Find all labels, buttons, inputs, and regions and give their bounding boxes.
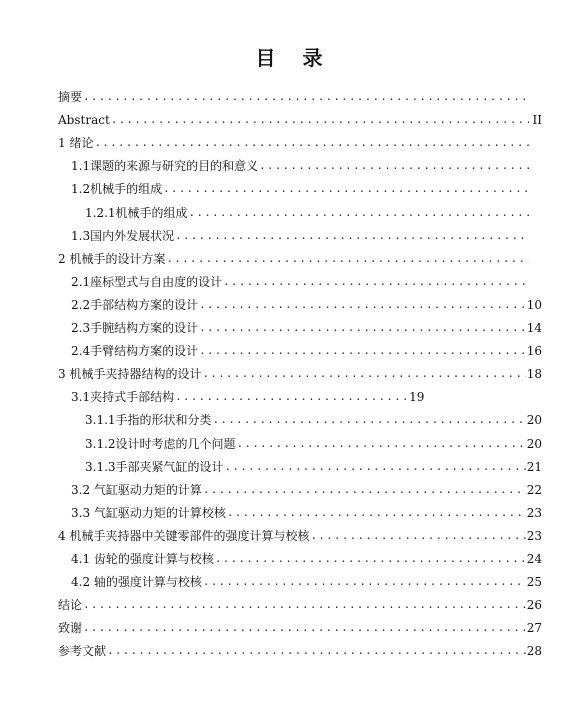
toc-entry-label: 2.1座标型式与自由度的设计 [71,274,223,289]
toc-dot-leader [175,229,529,243]
toc-entry[interactable] [58,335,542,358]
toc-dot-leader [199,344,526,358]
toc-entry-label: 1.2.1机械手的组成 [85,205,188,220]
toc-page-number: 23 [526,528,542,543]
toc-entry-label: 2 机械手的设计方案 [58,251,166,266]
toc-page-number: 27 [526,621,542,636]
toc-page-number: 14 [526,321,542,336]
toc-entry[interactable] [58,196,542,219]
toc-dot-leader [163,182,529,196]
toc-dot-leader [111,113,529,127]
toc-dot-leader [223,275,529,289]
toc-entry[interactable] [58,81,542,104]
toc-entry-label: 1.1课题的来源与研究的目的和意义 [71,159,259,174]
toc-entry-label: 4.1 齿轮的强度计算与校核 [71,551,214,566]
toc-entry-label: 摘要 [58,90,83,105]
toc-entry[interactable] [58,289,542,312]
toc-entry-label: 2.4手臂结构方案的设计 [71,344,199,359]
toc-entry-label: 3.3 气缸驱动力矩的计算校核 [71,505,226,520]
toc-entry-label: 4 机械手夹持器中关键零部件的强度计算与校核 [58,528,310,543]
toc-entry[interactable] [58,312,542,335]
toc-dot-leader [310,529,525,543]
toc-entry-label: 3.1.2设计时考虑的几个问题 [85,436,236,451]
toc-entry[interactable] [58,635,542,658]
toc-entry[interactable] [58,381,542,404]
toc-page-number: 16 [526,344,542,359]
toc-dot-leader [259,159,529,173]
toc-entry[interactable] [58,520,542,543]
toc-entry[interactable] [58,150,542,173]
toc-entry[interactable] [58,127,542,150]
toc-dot-leader [202,367,525,381]
toc-entry-label: Abstract [58,113,110,128]
toc-entry-label: 参考文献 [58,644,107,659]
toc-dot-leader [166,252,529,266]
toc-page-number: II [532,113,542,128]
toc-dot-leader [199,298,526,312]
toc-dot-leader [237,437,526,451]
toc-entry[interactable] [58,474,542,497]
toc-dot-leader [225,460,526,474]
toc-entry[interactable] [58,612,542,635]
toc-entry-label: 1.3国内外发展状况 [71,228,175,243]
toc-entry[interactable] [58,497,542,520]
toc-entry-label: 结论 [58,598,83,613]
toc-entry[interactable] [58,427,542,450]
toc-entry-label: 3.1.3手部夹紧气缸的设计 [85,459,224,474]
toc-dot-leader [107,644,526,658]
toc-page-number: 24 [526,551,542,566]
toc-dot-leader [94,136,529,150]
toc-list [58,81,542,658]
toc-dot-leader [213,413,526,427]
toc-dot-leader [189,206,529,220]
toc-entry-label: 2.2手部结构方案的设计 [71,297,199,312]
toc-page-number: 20 [526,413,542,428]
toc-entry-label: 3.1.1手指的形状和分类 [85,413,212,428]
toc-page-number: 10 [526,297,542,312]
toc-entry[interactable] [58,566,542,589]
toc-entry[interactable] [58,220,542,243]
toc-entry[interactable] [58,589,542,612]
toc-entry-label: 3 机械手夹持器结构的设计 [58,367,202,382]
toc-dot-leader [83,598,526,612]
toc-dot-leader [83,621,526,635]
toc-dot-leader [199,321,526,335]
toc-entry[interactable] [58,543,542,566]
toc-page-number: 28 [526,644,542,659]
toc-page-number: 26 [526,598,542,613]
toc-entry-label: 2.3手腕结构方案的设计 [71,321,199,336]
toc-entry[interactable] [58,404,542,427]
toc-entry-label: 4.2 轴的强度计算与校核 [71,575,202,590]
toc-entry-label: 3.2 气缸驱动力矩的计算 [71,482,202,497]
toc-page-number: 20 [526,436,542,451]
toc-dot-leader [175,390,408,404]
toc-dot-leader [215,552,526,566]
toc-title: 目 录 [255,46,333,70]
toc-page-number: 19 [409,390,425,405]
toc-entry-label: 致谢 [58,621,83,636]
toc-page-number: 21 [526,459,542,474]
toc-entry[interactable] [58,358,542,381]
toc-dot-leader [203,483,526,497]
toc-entry[interactable] [58,451,542,474]
toc-entry[interactable] [58,266,542,289]
toc-entry-label: 1.2机械手的组成 [71,182,163,197]
toc-entry[interactable] [58,173,542,196]
toc-page-number: 23 [526,505,542,520]
toc-dot-leader [83,90,529,104]
toc-entry[interactable] [58,243,542,266]
toc-page-number: 18 [526,367,542,382]
toc-page-number: 25 [526,575,542,590]
toc-dot-leader [203,575,526,589]
toc-entry[interactable] [58,104,542,127]
toc-dot-leader [227,506,526,520]
toc-entry-label: 3.1夹持式手部结构 [71,390,175,405]
toc-page-number: 22 [526,482,542,497]
toc-entry-label: 1 绪论 [58,136,94,151]
